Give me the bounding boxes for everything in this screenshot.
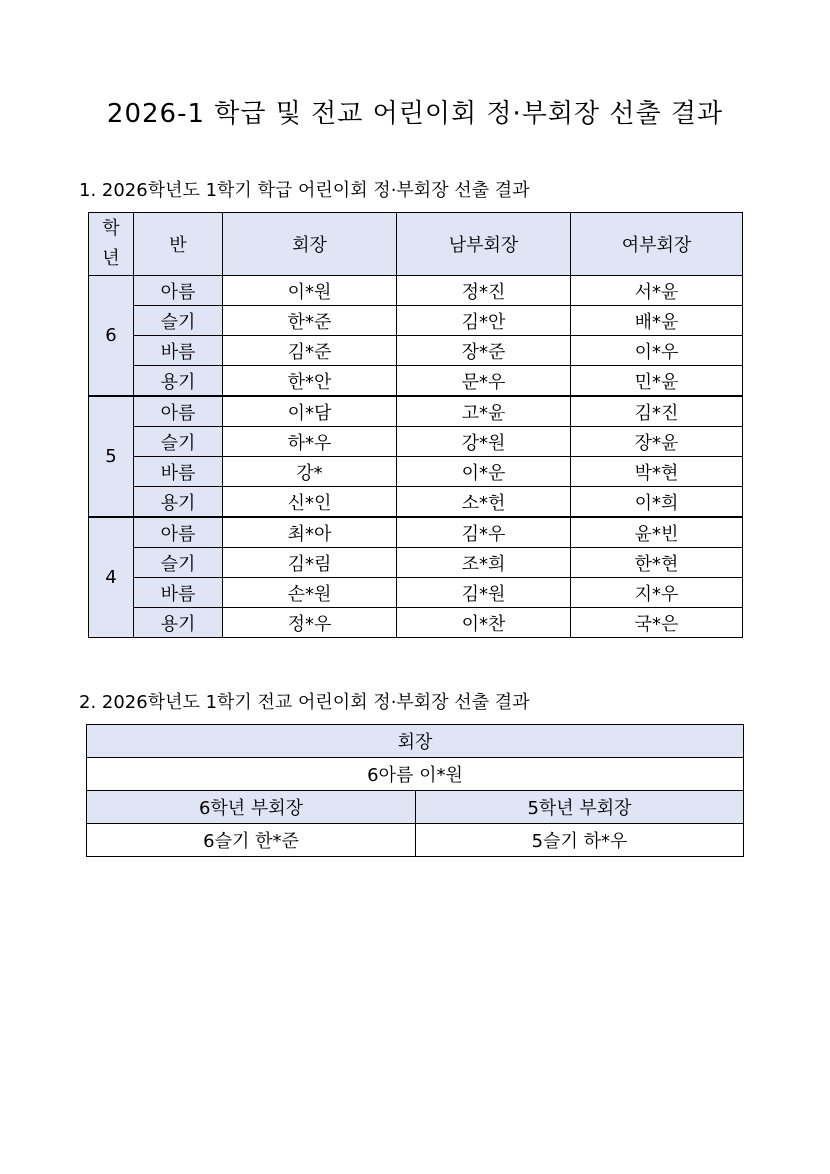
class-name: 슬기: [134, 306, 223, 336]
table-row: [89, 366, 743, 397]
female-vp-cell: 국*은: [571, 608, 743, 638]
table-row: [89, 306, 743, 336]
male-vp-cell: 문*우: [397, 366, 571, 397]
table-row: [89, 487, 743, 518]
male-vp-cell: 소*헌: [397, 487, 571, 518]
president-cell: 신*인: [223, 487, 397, 518]
class-name: 아름: [134, 396, 223, 427]
class-name: 아름: [134, 517, 223, 548]
president-cell: 김*림: [223, 548, 397, 578]
grade6-vp-value: 6슬기 한*준: [87, 824, 416, 857]
header-grade: 학 년: [89, 213, 134, 276]
header-male-vp: 남부회장: [397, 213, 571, 276]
class-name: 용기: [134, 487, 223, 518]
table-row: [87, 725, 744, 758]
class-name: 바름: [134, 457, 223, 487]
class-name: 용기: [134, 608, 223, 638]
grade6-vp-label: 6학년 부회장: [87, 791, 416, 824]
president-cell: 이*원: [223, 276, 397, 306]
male-vp-cell: 김*우: [397, 517, 571, 548]
table-row: [89, 548, 743, 578]
header-class: 반: [134, 213, 223, 276]
class-name: 용기: [134, 366, 223, 397]
president-cell: 한*준: [223, 306, 397, 336]
table-header-row: [89, 213, 743, 276]
female-vp-cell: 윤*빈: [571, 517, 743, 548]
male-vp-cell: 고*윤: [397, 396, 571, 427]
male-vp-cell: 조*희: [397, 548, 571, 578]
female-vp-cell: 배*윤: [571, 306, 743, 336]
table-row: [87, 791, 744, 824]
class-name: 슬기: [134, 548, 223, 578]
female-vp-cell: 서*윤: [571, 276, 743, 306]
grade5-vp-label: 5학년 부회장: [416, 791, 744, 824]
grade-cell: 6: [89, 276, 134, 397]
table-row: [89, 608, 743, 638]
header-female-vp: 여부회장: [571, 213, 743, 276]
table-row: [89, 396, 743, 427]
president-cell: 하*우: [223, 427, 397, 457]
table-row: [87, 824, 744, 857]
female-vp-cell: 이*희: [571, 487, 743, 518]
president-cell: 한*안: [223, 366, 397, 397]
female-vp-cell: 장*윤: [571, 427, 743, 457]
school-president-label: 회장: [87, 725, 744, 758]
table-row: [89, 578, 743, 608]
president-cell: 정*우: [223, 608, 397, 638]
class-name: 바름: [134, 578, 223, 608]
female-vp-cell: 한*현: [571, 548, 743, 578]
president-cell: 손*원: [223, 578, 397, 608]
class-name: 아름: [134, 276, 223, 306]
school-president-value: 6아름 이*원: [87, 758, 744, 791]
page-title: 2026-1 학급 및 전교 어린이회 정·부회장 선출 결과: [106, 99, 724, 129]
female-vp-cell: 지*우: [571, 578, 743, 608]
female-vp-cell: 박*현: [571, 457, 743, 487]
female-vp-cell: 민*윤: [571, 366, 743, 397]
male-vp-cell: 강*원: [397, 427, 571, 457]
male-vp-cell: 김*원: [397, 578, 571, 608]
grade-cell: 5: [89, 396, 134, 517]
header-president: 회장: [223, 213, 397, 276]
table-row: [89, 457, 743, 487]
section-1-heading: 1. 2026학년도 1학기 학급 어린이회 정·부회장 선출 결과: [79, 180, 530, 201]
president-cell: 최*아: [223, 517, 397, 548]
male-vp-cell: 이*운: [397, 457, 571, 487]
grade5-vp-value: 5슬기 하*우: [416, 824, 744, 857]
class-name: 슬기: [134, 427, 223, 457]
school-officers-table: [86, 724, 744, 857]
table-row: [89, 276, 743, 306]
table-row: [87, 758, 744, 791]
grade-cell: 4: [89, 517, 134, 638]
president-cell: 김*준: [223, 336, 397, 366]
female-vp-cell: 김*진: [571, 396, 743, 427]
section-2-heading: 2. 2026학년도 1학기 전교 어린이회 정·부회장 선출 결과: [79, 692, 530, 713]
president-cell: 강*: [223, 457, 397, 487]
male-vp-cell: 김*안: [397, 306, 571, 336]
table-row: [89, 427, 743, 457]
male-vp-cell: 정*진: [397, 276, 571, 306]
male-vp-cell: 이*찬: [397, 608, 571, 638]
table-row: [89, 517, 743, 548]
table-row: [89, 336, 743, 366]
class-name: 바름: [134, 336, 223, 366]
president-cell: 이*담: [223, 396, 397, 427]
male-vp-cell: 장*준: [397, 336, 571, 366]
female-vp-cell: 이*우: [571, 336, 743, 366]
class-officers-table: [88, 212, 743, 638]
